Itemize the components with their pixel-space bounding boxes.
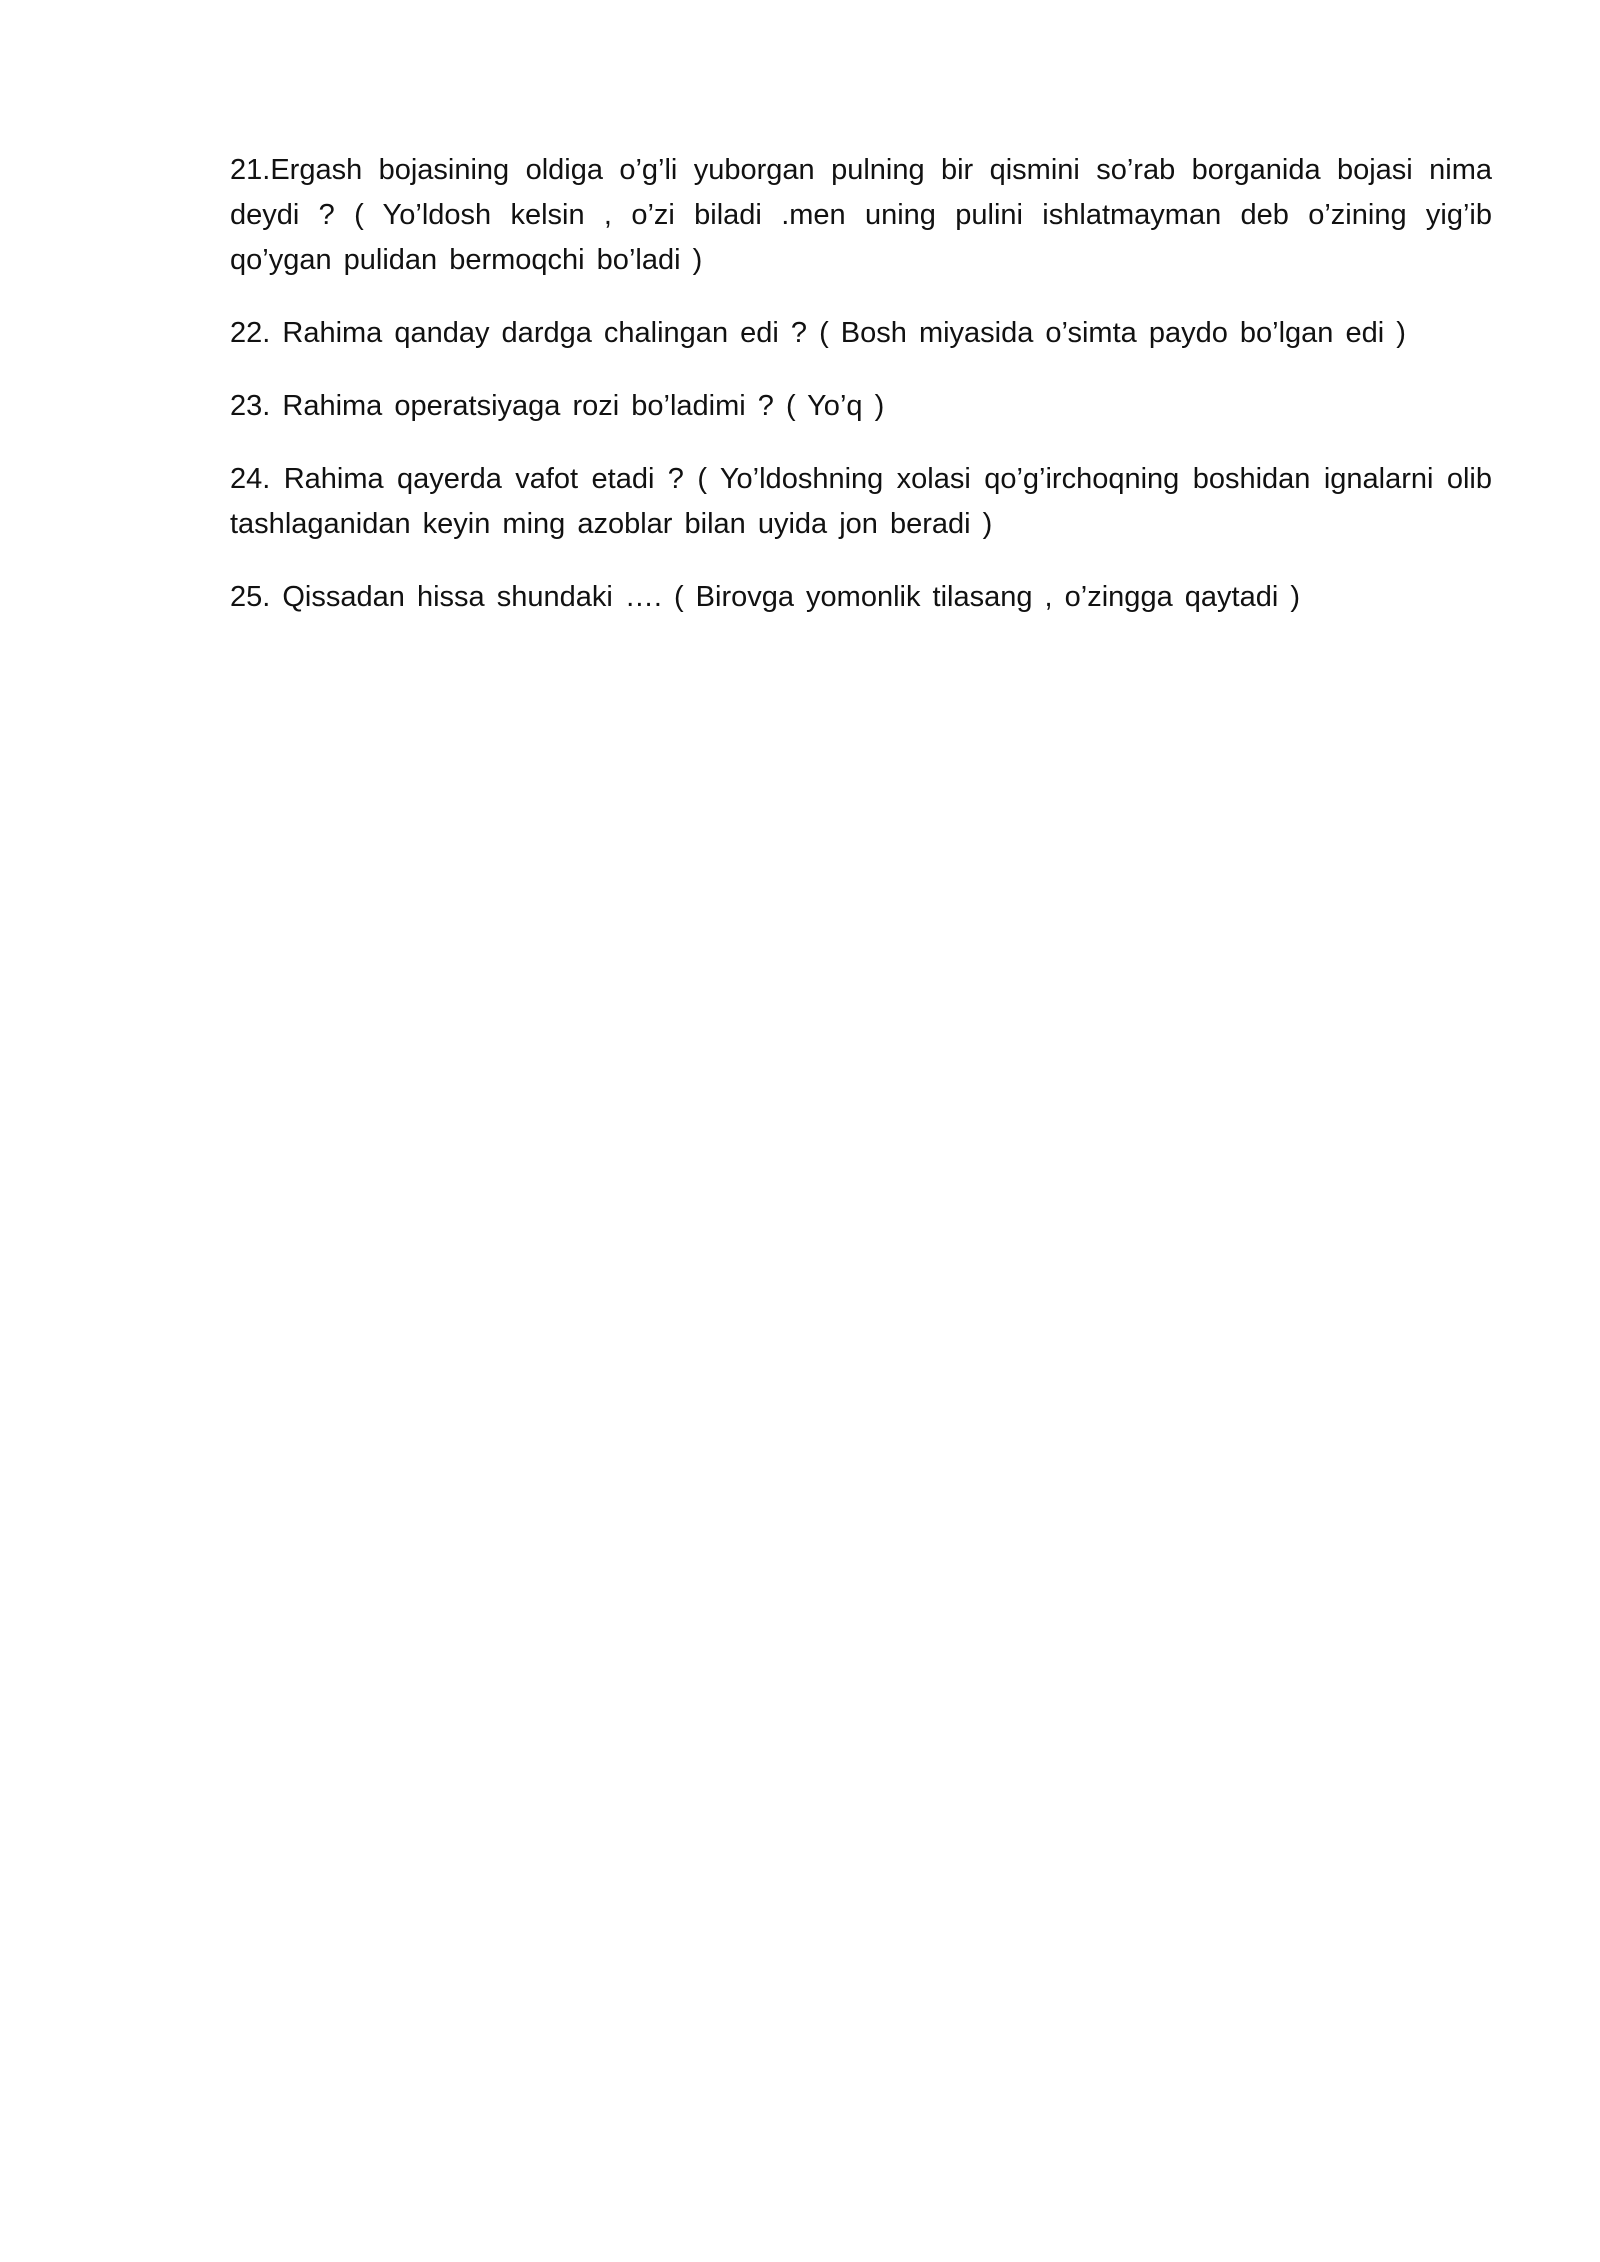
- document-body: [230, 148, 1492, 620]
- question-24-paragraph: 24. Rahima qayerda vafot etadi ? ( Yo’ldoshning xolasi qo’g’irchoqning boshidan ignalarni olib tashlaganidan keyin ming azoblar bilan uyida jon beradi ): [230, 463, 1492, 540]
- question-21-paragraph: 21.Ergash bojasining oldiga o’g’li yuborgan pulning bir qismini so’rab borganida bojasi nima deydi ? ( Yo’ldosh kelsin , o’zi biladi .men uning pulini ishlatmayman deb o’zining yig’ib qo’ygan pulidan bermoqchi bo’ladi ): [230, 154, 1492, 276]
- question-23-paragraph: 23. Rahima operatsiyaga rozi bo’ladimi ? ( Yo’q ): [230, 390, 885, 422]
- question-22-paragraph: 22. Rahima qanday dardga chalingan edi ? ( Bosh miyasida o’simta paydo bo’lgan edi ): [230, 317, 1406, 349]
- question-25-paragraph: 25. Qissadan hissa shundaki …. ( Birovga yomonlik tilasang , o’zingga qaytadi ): [230, 581, 1300, 613]
